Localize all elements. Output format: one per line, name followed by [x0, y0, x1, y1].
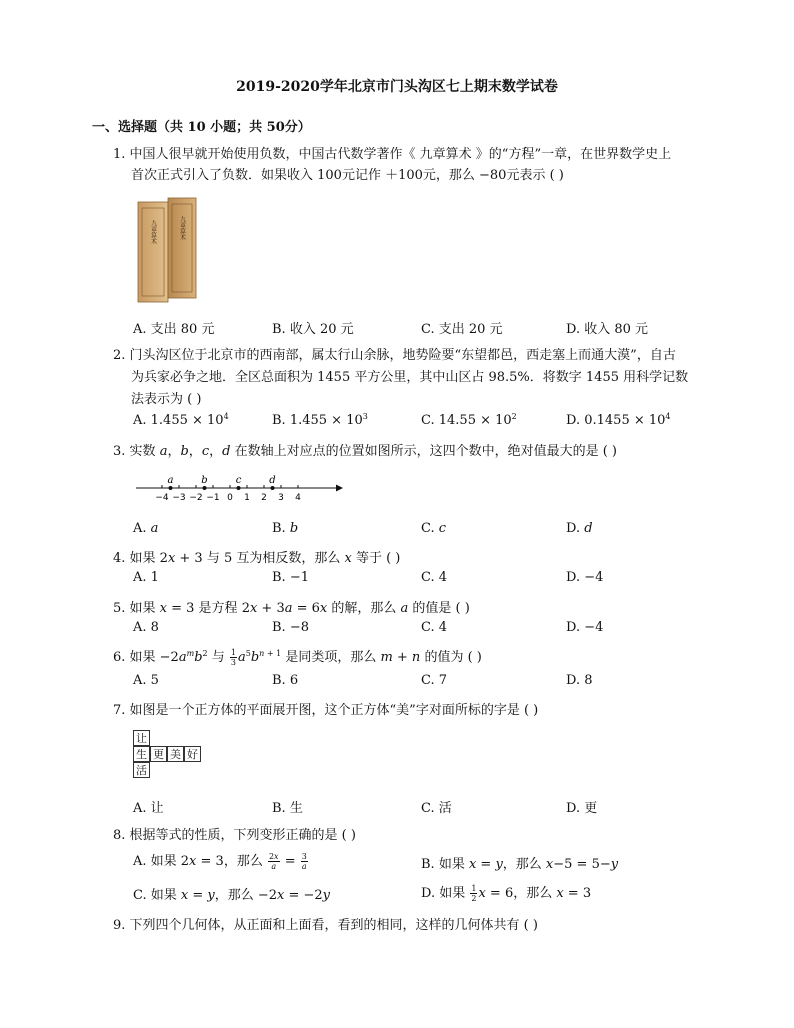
q7-option-b[interactable]: B. 生 [272, 801, 303, 816]
net-cell-hao: 好 [184, 746, 201, 762]
q8-option-d[interactable]: D. 如果 $\frac{1}{2}$ 𝑥 = 6，那么 𝑥 = 3 [421, 884, 592, 903]
q1-option-c[interactable]: C. 支出 20 元 [421, 322, 503, 337]
number-line-tick-label: 4 [295, 493, 301, 503]
number-line-tick-label: −3 [172, 493, 186, 503]
question-8-text: 8. 根据等式的性质，下列变形正确的是 ( ) [113, 828, 356, 843]
q8-option-b[interactable]: B. 如果 𝑥 = 𝑦，那么 𝑥−5 = 5−𝑦 [421, 857, 619, 872]
number-line-point-label-c: c [235, 475, 242, 486]
q3-option-a[interactable]: A. a [133, 521, 159, 536]
section-heading: 一、选择题（共 10 小题；共 50分） [92, 120, 311, 135]
number-line-point-b [203, 486, 207, 490]
net-cell-mei: 美 [167, 746, 184, 762]
q2-option-a[interactable]: A. $1.455 \times 10^4$ [133, 412, 229, 428]
number-line-point-c [237, 486, 241, 490]
question-1-line-1: 1. 中国人很早就开始使用负数，中国古代数学著作《 九章算术 》的“方程”一章，在世界数学史上 [113, 147, 672, 162]
net-cell-huo: 活 [133, 762, 150, 778]
q6-option-a[interactable]: A. 5 [133, 673, 159, 688]
question-4-text: 4. 如果 2𝑥 + 3 与 5 互为相反数，那么 𝑥 等于 ( ) [113, 551, 401, 566]
net-cell-sheng: 生 [133, 746, 150, 762]
q1-option-b[interactable]: B. 收入 20 元 [272, 322, 354, 337]
q6-fraction: $\frac{1}{3}$ [230, 648, 236, 667]
q4-option-d[interactable]: D. −4 [566, 570, 604, 585]
number-line-point-label-a: a [167, 475, 174, 486]
question-3-line-1: 3. 实数 a，b，c，d 在数轴上对应点的位置如图所示，这四个数中，绝对值最大的是 ( ) [113, 444, 617, 459]
q5-option-a[interactable]: A. 8 [133, 620, 159, 635]
question-2-line-3: 法表示为 ( ) [131, 392, 202, 407]
q6-option-b[interactable]: B. 6 [272, 673, 299, 688]
number-line-point-label-b: b [201, 475, 208, 486]
number-line-point-label-d: d [269, 475, 276, 486]
question-7-text: 7. 如图是一个正方体的平面展开图，这个正方体“美”字对面所标的字是 ( ) [113, 703, 539, 718]
number-line-point-a [169, 486, 173, 490]
number-line-tick-label: 3 [278, 493, 284, 503]
number-line-tick-label: −4 [155, 493, 169, 503]
q2-option-c[interactable]: C. $14.55 \times 10^2$ [421, 412, 517, 428]
page-title: 2019-2020学年北京市门头沟区七上期末数学试卷 [236, 79, 558, 95]
question-5-text: 5. 如果 𝑥 = 3 是方程 2𝑥 + 3𝑎 = 6𝑥 的解，那么 𝑎 的值是 ( ) [113, 601, 470, 616]
q1-option-a[interactable]: A. 支出 80 元 [133, 322, 215, 337]
q1-option-d[interactable]: D. 收入 80 元 [566, 322, 649, 337]
net-cell-geng: 更 [150, 746, 167, 762]
number-line-tick-label: −1 [206, 493, 220, 503]
q3-option-d[interactable]: D. d [566, 521, 593, 536]
q5-option-c[interactable]: C. 4 [421, 620, 448, 635]
number-line-tick-label: 2 [261, 493, 267, 503]
q8-option-a[interactable]: A. 如果 2𝑥 = 3，那么 $\frac{\text{2𝑥}}{\text{𝑎}}$ = $\frac{3}{\text{𝑎}}$ [133, 852, 307, 871]
book-spine-text-left: 九章算术 [149, 220, 157, 244]
q5-option-b[interactable]: B. −8 [272, 620, 309, 635]
q4-option-a[interactable]: A. 1 [133, 570, 159, 585]
q2-option-d[interactable]: D. $0.1455 \times 10^4$ [566, 412, 671, 428]
q3-option-b[interactable]: B. b [272, 521, 299, 536]
q4-option-c[interactable]: C. 4 [421, 570, 448, 585]
q2-option-b[interactable]: B. $1.455 \times 10^3$ [272, 412, 368, 428]
question-2-line-1: 2. 门头沟区位于北京市的西南部，属太行山余脉，地势险要“东望都邑，西走塞上而通大漠”，自古 [113, 348, 676, 363]
question-2-line-2: 为兵家必争之地．全区总面积为 1455 平方公里，其中山区占 98.5%．将数字 1455 用科学记数 [131, 370, 689, 385]
q7-option-c[interactable]: C. 活 [421, 801, 452, 816]
number-line-tick-label: 0 [227, 493, 233, 503]
number-line-tick-label: −2 [189, 493, 203, 503]
q4-option-b[interactable]: B. −1 [272, 570, 309, 585]
q8-option-c[interactable]: C. 如果 𝑥 = 𝑦，那么 −2𝑥 = −2𝑦 [133, 888, 331, 903]
book-spine-text-right: 九章算术 [178, 216, 186, 240]
q3-option-c[interactable]: C. c [421, 521, 447, 536]
number-line-arrow [336, 485, 343, 492]
q7-option-a[interactable]: A. 让 [133, 801, 164, 816]
question-9-text: 9. 下列四个几何体，从正面和上面看，看到的相同，这样的几何体共有 ( ) [113, 918, 538, 933]
book-cover-image [136, 196, 198, 304]
question-1-line-2: 首次正式引入了负数．如果收入 100元记作 ＋100元，那么 −80元表示 ( ) [131, 168, 564, 183]
number-line-tick-label: 1 [244, 493, 250, 503]
number-line [132, 474, 344, 508]
number-line-point-d [271, 486, 275, 490]
q5-option-d[interactable]: D. −4 [566, 620, 604, 635]
q6-option-c[interactable]: C. 7 [421, 673, 448, 688]
net-cell-rang: 让 [133, 730, 150, 746]
q7-option-d[interactable]: D. 更 [566, 801, 598, 816]
q6-option-d[interactable]: D. 8 [566, 673, 593, 688]
question-6-text: 6. 如果 −2𝑎$^𝑚$𝑏$^2$ 与 $\frac{1}{3}$ 𝑎$^5$𝑏$^{𝑛 + 1}$ 是同类项，那么 𝑚 + 𝑛 的值为 ( ) [113, 648, 482, 667]
